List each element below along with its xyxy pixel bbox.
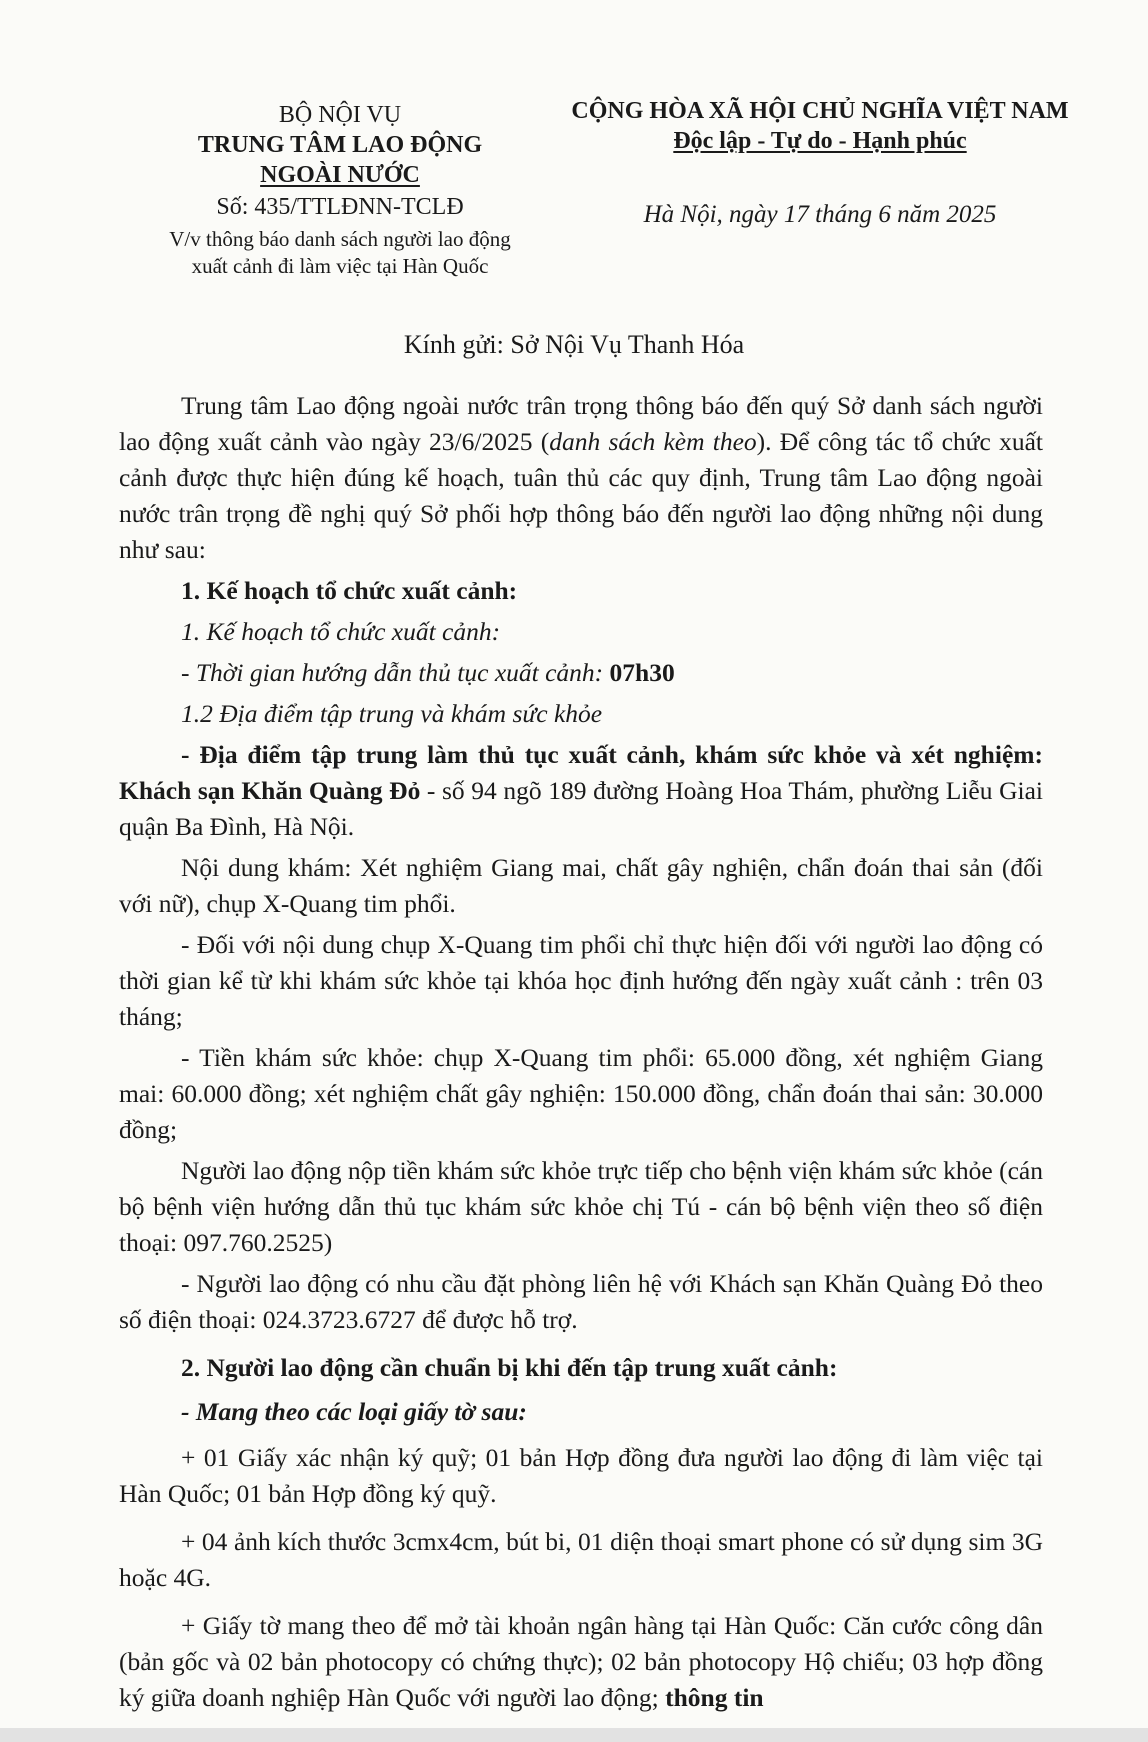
hotel-booking: - Người lao động có nhu cầu đặt phòng liên hệ với Khách sạn Khăn Quàng Đỏ theo số điện thoại: 024.3723.6727 để được hỗ trợ. [119,1269,1043,1334]
subsection-1-2: 1.2 Địa điểm tập trung và khám sức khỏe [181,699,603,728]
section2-title: 2. Người lao động cần chuẩn bị khi đến tập trung xuất cảnh: [181,1353,838,1382]
exam-content: Nội dung khám: Xét nghiệm Giang mai, chất gây nghiện, chẩn đoán thai sản (đối với nữ), chụp X-Quang tim phổi. [119,853,1043,918]
center-name-line2: NGOÀI NƯỚC [260,162,420,188]
attachment-note: danh sách kèm theo [549,427,757,456]
xray-note: - Đối với nội dung chụp X-Quang tim phổi chỉ thực hiện đối với người lao động có thời gian kể từ khi khám sức khỏe tại khóa học định hướng đến ngày xuất cảnh : trên 03 tháng; [119,930,1043,1031]
exam-fees: - Tiền khám sức khỏe: chụp X-Quang tim phổi: 65.000 đồng, xét nghiệm Giang mai: 60.000 đồng; xét nghiệm chất gây nghiện: 150.000 đồng, chẩn đoán thai sản: 30.000 đồng; [119,1043,1043,1144]
subject-line1: V/v thông báo danh sách người lao động [169,227,511,251]
document-number: Số: 435/TTLĐNN-TCLĐ [216,194,464,220]
bottom-edge [0,1728,1148,1742]
center-name-line1: TRUNG TÂM LAO ĐỘNG [197,132,483,158]
document-body [119,388,1043,1716]
country-name: CỘNG HÒA XÃ HỘI CHỦ NGHĨA VIỆT NAM [571,98,1069,124]
payment-note: Người lao động nộp tiền khám sức khỏe trực tiếp cho bệnh viện khám sức khỏe (cán bộ bệnh viện hướng dẫn thủ tục khám sức khỏe chị Tú - cán bộ bệnh viện theo số điện thoại: 097.760.2525) [119,1156,1043,1257]
document-item-2: + 04 ảnh kích thước 3cmx4cm, bút bi, 01 diện thoại smart phone có sử dụng sim 3G hoặc 4G. [119,1527,1043,1592]
national-motto: Độc lập - Tự do - Hạnh phúc [673,128,967,154]
ministry-name: BỘ NỘI VỤ [278,102,402,128]
subject-line2: xuất cảnh đi làm việc tại Hàn Quốc [191,254,489,278]
national-header [540,96,1100,230]
bring-documents: - Mang theo các loại giấy tờ sau: [181,1397,527,1426]
document-date: Hà Nội, ngày 17 tháng 6 năm 2025 [643,201,997,228]
issuer-header [120,100,560,280]
guidance-time: - Thời gian hướng dẫn thủ tục xuất cảnh: 07h30 [181,658,675,687]
location-paragraph: - Địa điểm tập trung làm thủ tục xuất cảnh, khám sức khỏe và xét nghiệm: Khách sạn Khăn Quàng Đỏ - số 94 ngõ 189 đường Hoàng Hoa Thám, phường Liễu Giai quận Ba Đình, Hà Nội. [119,740,1043,841]
recipient-line: Kính gửi: Sở Nội Vụ Thanh Hóa [403,330,745,359]
intro-paragraph: Trung tâm Lao động ngoài nước trân trọng thông báo đến quý Sở danh sách người lao động xuất cảnh vào ngày 23/6/2025 (danh sách kèm theo). Để công tác tổ chức xuất cảnh được thực hiện đúng kế hoạch, tuân thủ các quy định, Trung tâm Lao động ngoài nước trân trọng đề nghị quý Sở phối hợp thông báo đến người lao động những nội dung như sau: [119,391,1043,564]
guidance-time-value: 07h30 [609,658,675,687]
document-item-3: + Giấy tờ mang theo để mở tài khoản ngân hàng tại Hàn Quốc: Căn cước công dân (bản gốc và 02 bản photocopy có chứng thực); 02 bản photocopy Hộ chiếu; 03 hợp đồng ký giữa doanh nghiệp Hàn Quốc với người lao động; thông tin [119,1611,1043,1712]
subsection-1-1: 1. Kế hoạch tổ chức xuất cảnh: [181,617,501,646]
document-item-1: + 01 Giấy xác nhận ký quỹ; 01 bản Hợp đồng đưa người lao động đi làm việc tại Hàn Quốc; 01 bản Hợp đồng ký quỹ. [119,1443,1043,1508]
section1-title: 1. Kế hoạch tổ chức xuất cảnh: [181,576,518,605]
